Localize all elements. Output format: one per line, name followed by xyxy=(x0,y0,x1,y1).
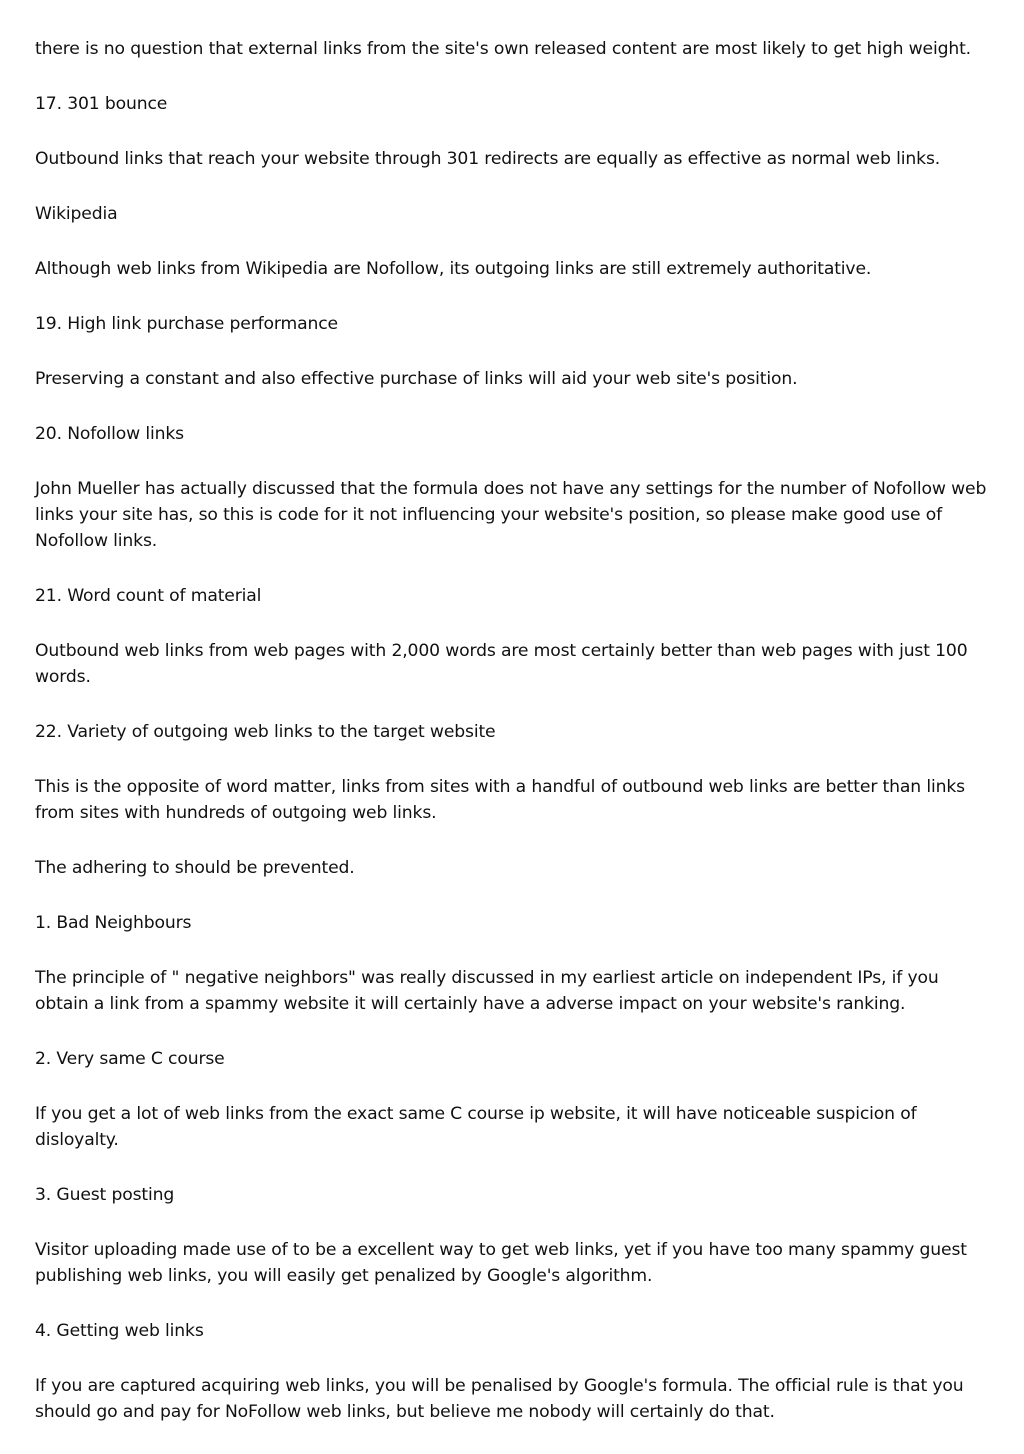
paragraph-outgoing-links-variety: This is the opposite of word matter, links from sites with a handful of outbound web links are better than links from sites with hundreds of outgoing web links. xyxy=(35,777,965,823)
heading-getting-web-links: 4. Getting web links xyxy=(35,1321,204,1341)
paragraph-wikipedia: Although web links from Wikipedia are Nofollow, its outgoing links are still extremely authoritative. xyxy=(35,259,872,279)
paragraph-word-count: Outbound web links from web pages with 2,000 words are most certainly better than web pages with just 100 words. xyxy=(35,641,968,687)
heading-link-purchase-performance: 19. High link purchase performance xyxy=(35,314,338,334)
paragraph-link-purchase-performance: Preserving a constant and also effective purchase of links will aid your web site's position. xyxy=(35,369,798,389)
heading-301-bounce: 17. 301 bounce xyxy=(35,94,168,114)
paragraph-getting-web-links: If you are captured acquiring web links, you will be penalised by Google's formula. The official rule is that you should go and pay for NoFollow web links, but believe me nobody will certainly do that. xyxy=(35,1376,964,1422)
heading-word-count: 21. Word count of material xyxy=(35,586,262,606)
heading-bad-neighbours: 1. Bad Neighbours xyxy=(35,913,192,933)
paragraph-avoid-intro: The adhering to should be prevented. xyxy=(35,858,355,878)
document-page xyxy=(35,36,995,1454)
heading-nofollow-links: 20. Nofollow links xyxy=(35,424,184,444)
paragraph-intro-continuation: there is no question that external links from the site's own released content are most likely to get high weight. xyxy=(35,39,971,59)
heading-wikipedia: Wikipedia xyxy=(35,204,118,224)
paragraph-same-c-course: If you get a lot of web links from the exact same C course ip website, it will have noticeable suspicion of disloyalty. xyxy=(35,1104,917,1150)
heading-guest-posting: 3. Guest posting xyxy=(35,1185,175,1205)
heading-outgoing-links-variety: 22. Variety of outgoing web links to the target website xyxy=(35,722,496,742)
paragraph-bad-neighbours: The principle of " negative neighbors" was really discussed in my earliest article on independent IPs, if you obtain a link from a spammy website it will certainly have a adverse impact on your website's ranking. xyxy=(35,968,939,1014)
paragraph-301-bounce: Outbound links that reach your website through 301 redirects are equally as effective as normal web links. xyxy=(35,149,941,169)
paragraph-nofollow-links: John Mueller has actually discussed that the formula does not have any settings for the number of Nofollow web links your site has, so this is code for it not influencing your website's position, so please make good use of Nofollow links. xyxy=(35,479,987,551)
paragraph-guest-posting: Visitor uploading made use of to be a excellent way to get web links, yet if you have too many spammy guest publishing web links, you will easily get penalized by Google's algorithm. xyxy=(35,1240,967,1286)
heading-same-c-course: 2. Very same C course xyxy=(35,1049,225,1069)
